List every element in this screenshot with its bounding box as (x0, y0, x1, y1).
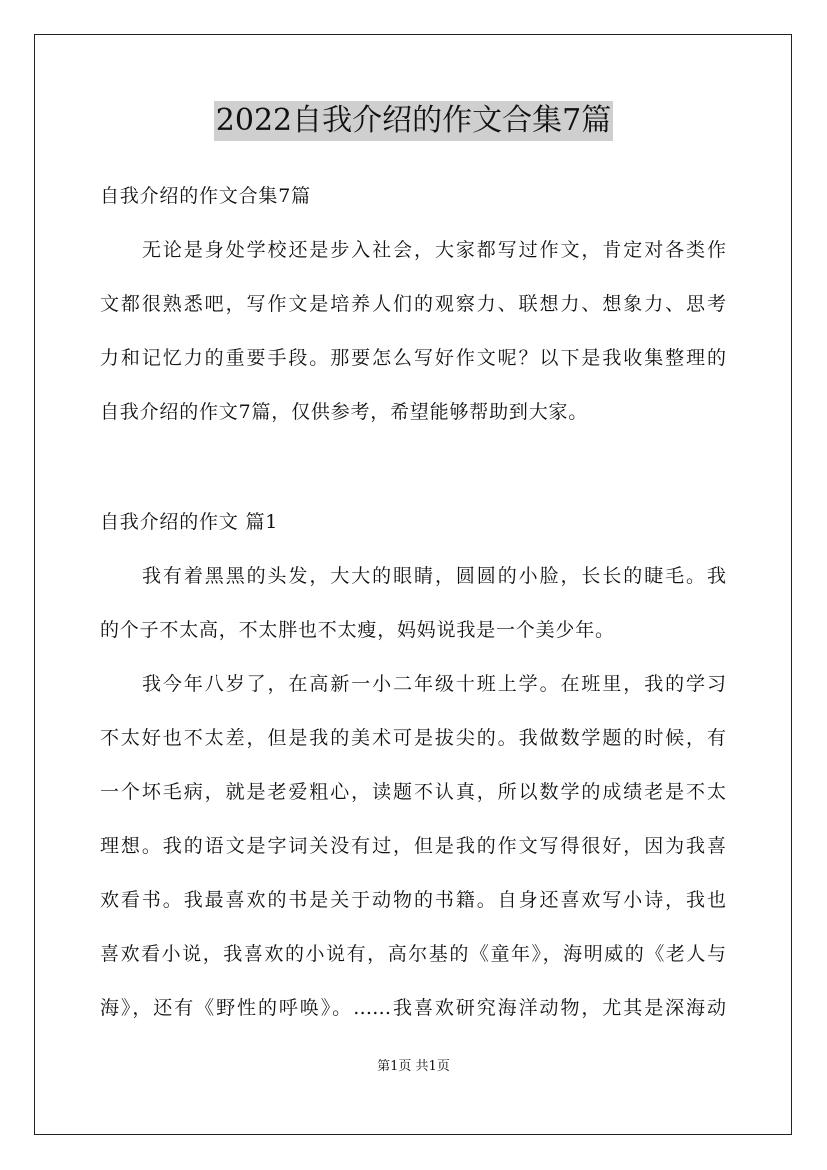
paragraph-line: 的个子不太高，不太胖也不太瘦，妈妈说我是一个美少年。 (100, 619, 615, 641)
paragraph-line: 欢看书。我最喜欢的书是关于动物的书籍。自身还喜欢写小诗，我也 (100, 889, 726, 911)
page-number-label: 第1页 共1页 (377, 1059, 450, 1074)
paragraph-line: 喜欢看小说，我喜欢的小说有，高尔基的《童年》，海明威的《老人与 (100, 943, 726, 965)
paragraph-line: 我今年八岁了，在高新一小二年级十班上学。在班里，我的学习 (142, 673, 726, 695)
document-title: 2022自我介绍的作文合集7篇 (214, 101, 613, 141)
title-block (0, 101, 827, 141)
paragraph-line: 海》，还有《野性的呼唤》。……我喜欢研究海洋动物，尤其是深海动 (100, 997, 726, 1019)
paragraph-line: 不太好也不太差，但是我的美术可是拔尖的。我做数学题的时候，有 (100, 727, 726, 749)
intro-line: 力和记忆力的重要手段。那要怎么写好作文呢？以下是我收集整理的 (100, 347, 726, 369)
paragraph-line: 理想。我的语文是字词关没有过，但是我的作文写得很好，因为我喜 (100, 835, 726, 857)
paragraph-line: 我有着黑黑的头发，大大的眼睛，圆圆的小脸，长长的睫毛。我 (142, 565, 726, 587)
section-heading: 自我介绍的作文 篇1 (100, 511, 279, 533)
intro-line: 无论是身处学校还是步入社会，大家都写过作文，肯定对各类作 (142, 239, 726, 261)
intro-line: 文都很熟悉吧，写作文是培养人们的观察力、联想力、想象力、思考 (100, 293, 726, 315)
paragraph-line: 一个坏毛病，就是老爱粗心，读题不认真，所以数学的成绩老是不太 (100, 781, 726, 803)
subtitle: 自我介绍的作文合集7篇 (100, 185, 311, 207)
page-footer (0, 1055, 827, 1074)
intro-line: 自我介绍的作文7篇，仅供参考，希望能够帮助到大家。 (100, 401, 589, 423)
